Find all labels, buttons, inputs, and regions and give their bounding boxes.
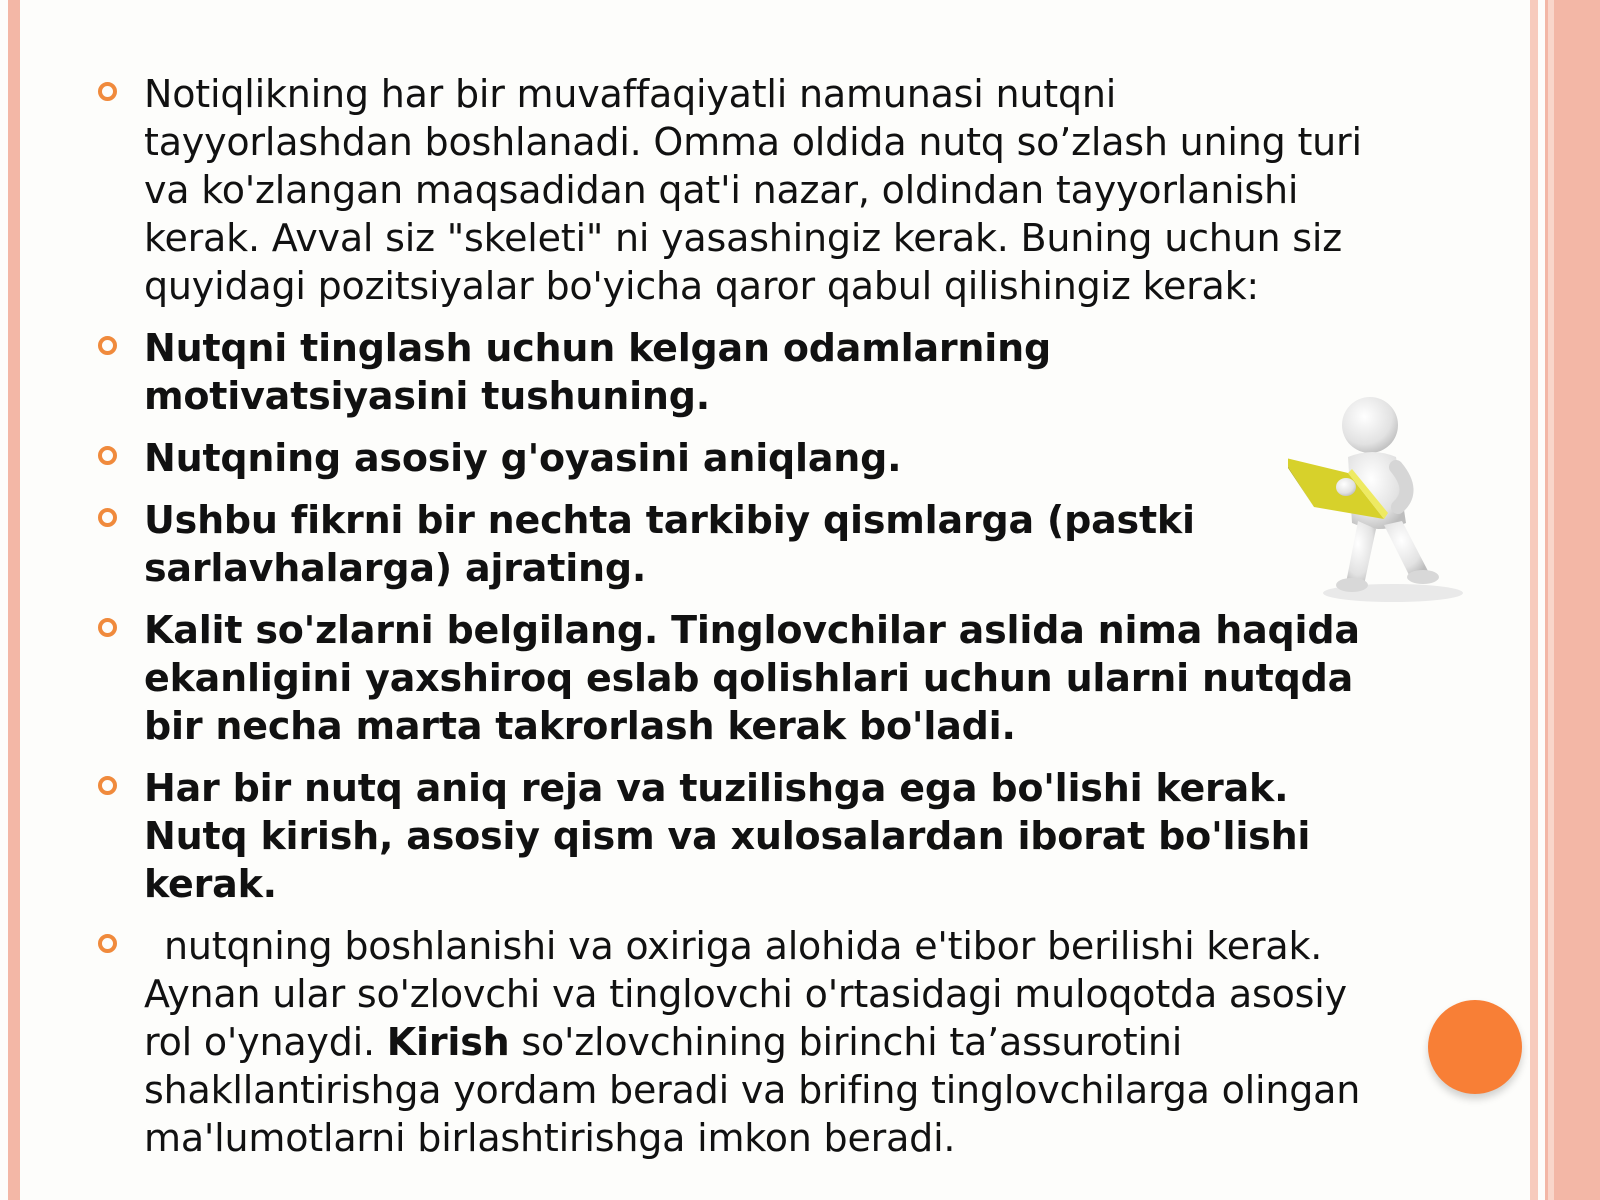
bullet-circle-icon — [98, 508, 117, 527]
slide-content — [98, 70, 1383, 1176]
bullet-subheadings — [98, 496, 1383, 592]
bullet-text: Har bir nutq aniq reja va tuzilishga ega bo'lishi kerak. Nutq kirish, asosiy qism va xulosalardan iborat bo'lishi kerak. — [144, 766, 1311, 906]
bullet-motivation — [98, 324, 1383, 420]
bullet-circle-icon — [98, 336, 117, 355]
figure-reading-book-icon — [1288, 395, 1478, 615]
right-decorative-stripe-highlight — [1548, 0, 1554, 1200]
bullet-circle-icon — [98, 618, 117, 637]
bullet-circle-icon — [98, 776, 117, 795]
bullet-text: Ushbu fikrni bir nechta tarkibiy qismlarga (pastki sarlavhalarga) ajrating. — [144, 498, 1195, 590]
bullet-circle-icon — [98, 82, 117, 101]
orange-circle-icon — [1428, 1000, 1522, 1094]
bullet-circle-icon — [98, 934, 117, 953]
bullet-beginning-end — [98, 922, 1383, 1162]
left-decorative-stripe — [8, 0, 20, 1200]
bullet-text-emphasis: Kirish — [386, 1020, 510, 1064]
bullet-circle-icon — [98, 446, 117, 465]
bullet-structure — [98, 764, 1383, 908]
bullet-text-part2: so'zlovchining birinchi ta’assurotini shakllantirishga yordam beradi va brifing tinglovchilarga olingan ma'lumotlarni birlashtirishga imkon beradi. — [144, 1020, 1361, 1160]
bullet-intro — [98, 70, 1383, 310]
bullet-text-part1: nutqning boshlanishi va oxiriga alohida e'tibor berilishi kerak. Aynan ular so'zlovchi va tinglovchi o'rtasidagi muloqotda asosiy rol o'ynaydi. — [144, 924, 1347, 1064]
bullet-keywords — [98, 606, 1383, 750]
bullet-text: Kalit so'zlarni belgilang. Tinglovchilar aslida nima haqida ekanligini yaxshiroq eslab qolishlari uchun ularni nutqda bir necha marta takrorlash kerak bo'ladi. — [144, 608, 1360, 748]
bullet-text: Notiqlikning har bir muvaffaqiyatli namunasi nutqni tayyorlashdan boshlanadi. Omma oldida nutq so’zlash uning turi va ko'zlangan maqsadidan qat'i nazar, oldindan tayyorlanishi kerak. Avval siz "skeleti" ni yasashingiz kerak. Buning uchun siz quyidagi pozitsiyalar bo'yicha qaror qabul qilishingiz kerak: — [144, 72, 1362, 308]
right-decorative-stripe-thin — [1530, 0, 1538, 1200]
bullet-text: Nutqning asosiy g'oyasini aniqlang. — [144, 436, 902, 480]
bullet-text: Nutqni tinglash uchun kelgan odamlarning motivatsiyasini tushuning. — [144, 326, 1051, 418]
bullet-main-idea — [98, 434, 1383, 482]
